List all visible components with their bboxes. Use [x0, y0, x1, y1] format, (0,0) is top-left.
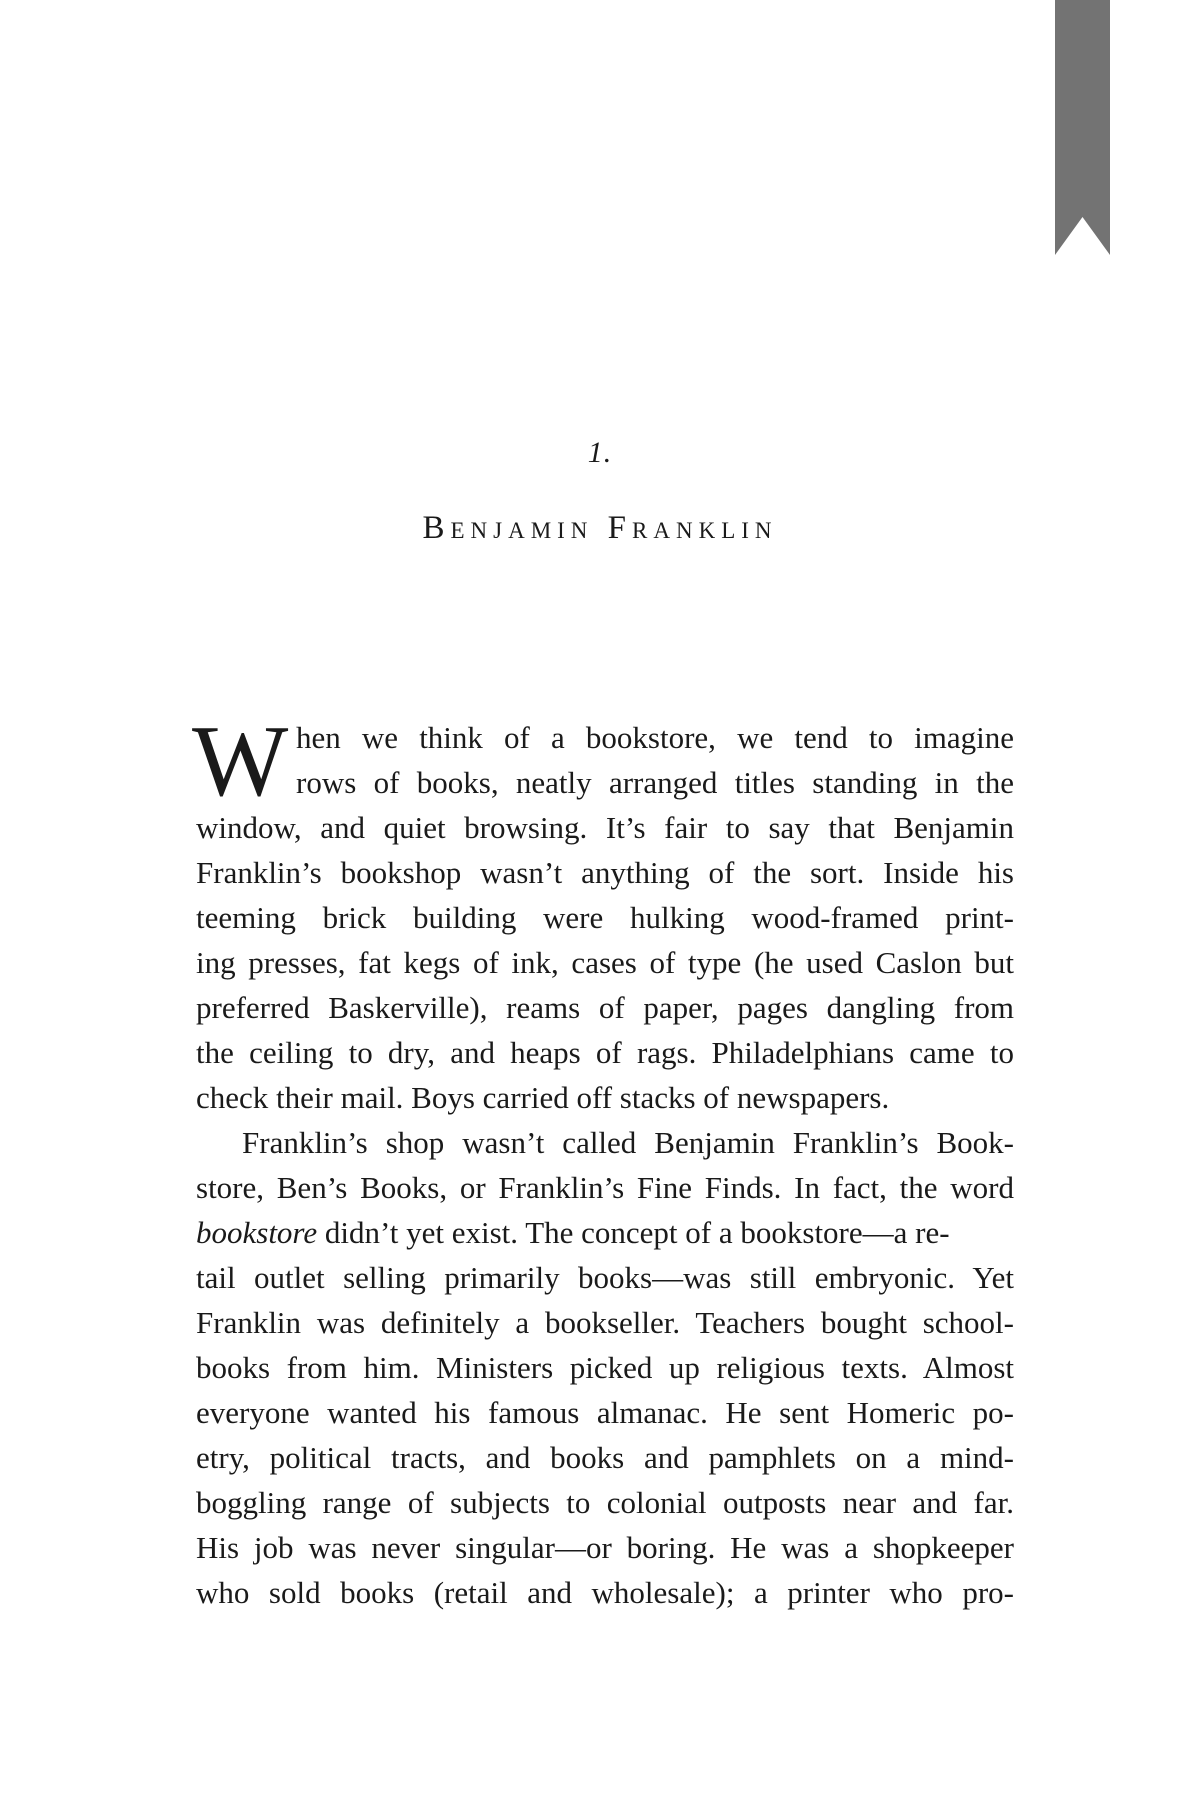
text-line: who sold books (retail and wholesale); a printer who pro- [196, 1575, 1014, 1610]
text-line: etry, political tracts, and books and pamphlets on a mind- [196, 1440, 1014, 1475]
italic-word: bookstore [196, 1215, 318, 1250]
text-line: boggling range of subjects to colonial outposts near and far. [196, 1485, 1014, 1520]
text-line: preferred Baskerville), reams of paper, pages dangling from [196, 990, 1014, 1025]
drop-cap: W [192, 705, 289, 818]
chapter-number: 1. [587, 436, 613, 469]
text-line: Franklin’s bookshop wasn’t anything of the sort. Inside his [196, 855, 1014, 890]
text-line: hen we think of a bookstore, we tend to imagine [296, 720, 1014, 755]
bookmark-ribbon-icon [1055, 0, 1110, 255]
text-line: teeming brick building were hulking wood-framed print- [196, 900, 1014, 935]
text-line: tail outlet selling primarily books—was still embryonic. Yet [196, 1260, 1014, 1295]
text-line: store, Ben’s Books, or Franklin’s Fine Finds. In fact, the word [196, 1170, 1014, 1205]
text-line: rows of books, neatly arranged titles standing in the [296, 765, 1014, 800]
chapter-body [192, 705, 1014, 1615]
text-line: Franklin was definitely a bookseller. Teachers bought school- [196, 1305, 1014, 1340]
text-line: Franklin’s shop wasn’t called Benjamin Franklin’s Book- [242, 1125, 1014, 1160]
text-line: everyone wanted his famous almanac. He sent Homeric po- [196, 1395, 1014, 1430]
text-line [196, 1210, 1014, 1255]
chapter-title: Benjamin Franklin [422, 510, 778, 546]
text-fragment: didn’t yet exist. The concept of a bookstore—a re- [317, 1215, 950, 1250]
text-line: check their mail. Boys carried off stacks of newspapers. [196, 1080, 890, 1115]
text-line: books from him. Ministers picked up religious texts. Almost [196, 1350, 1014, 1385]
text-line: the ceiling to dry, and heaps of rags. Philadelphians came to [196, 1035, 1014, 1070]
text-line: window, and quiet browsing. It’s fair to say that Benjamin [196, 810, 1014, 845]
text-line: His job was never singular—or boring. He was a shopkeeper [196, 1530, 1014, 1565]
text-line: ing presses, fat kegs of ink, cases of type (he used Caslon but [196, 945, 1014, 980]
